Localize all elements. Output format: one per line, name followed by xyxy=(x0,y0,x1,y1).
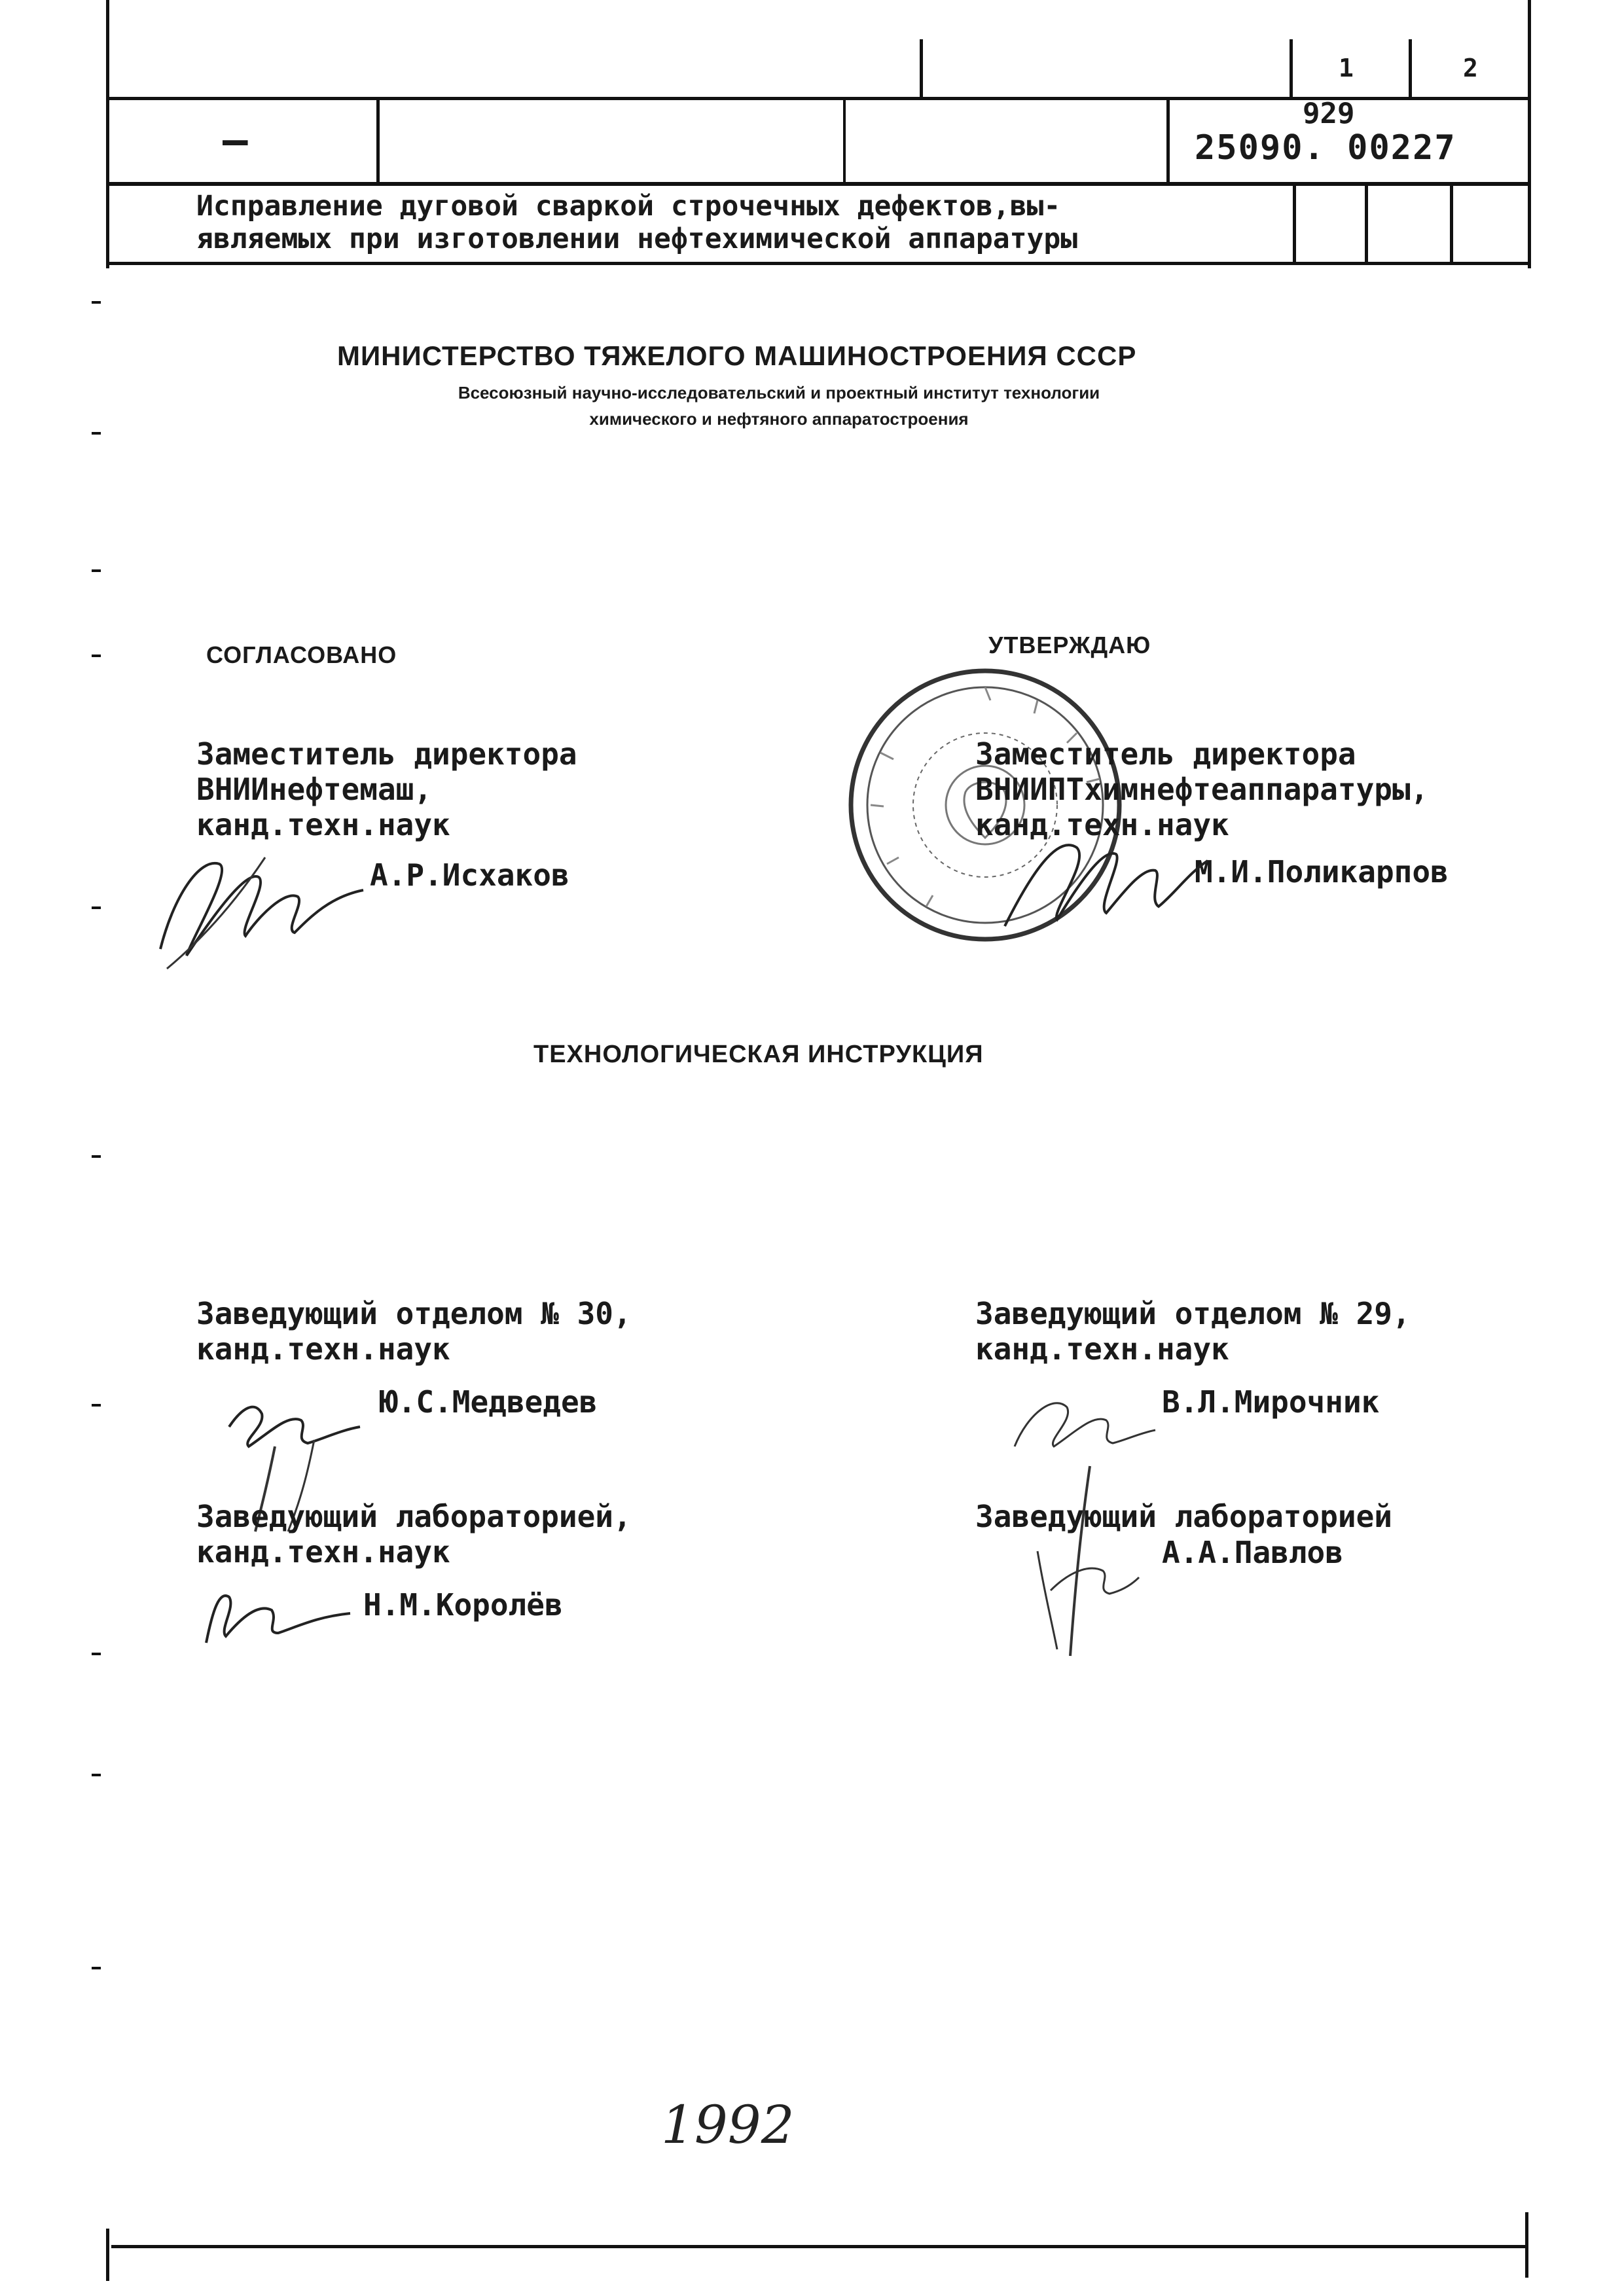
signatory-position: Заведующий лабораторией xyxy=(975,1499,1392,1534)
header-col-divider xyxy=(920,39,923,98)
frame-right-line xyxy=(1528,0,1531,268)
approved-heading: УТВЕРЖДАЮ xyxy=(988,632,1151,658)
document-title-line: Исправление дуговой сваркой строчечных дефектов,вы- xyxy=(196,190,1061,223)
agreed-organization: ВНИИнефтемаш, xyxy=(196,772,433,807)
margin-tick xyxy=(92,906,101,909)
header-col-divider xyxy=(843,97,846,183)
signatory-name: В.Л.Мирочник xyxy=(1162,1384,1380,1420)
institute-name xyxy=(242,380,1316,432)
margin-tick xyxy=(92,1774,101,1776)
margin-tick xyxy=(92,1653,101,1655)
bottom-frame-right xyxy=(1525,2212,1528,2278)
margin-tick xyxy=(92,1155,101,1158)
header-col-divider xyxy=(376,97,380,183)
agreed-heading: СОГЛАСОВАНО xyxy=(206,641,397,668)
agreed-position: Заместитель директора xyxy=(196,736,577,772)
signature-scribble-icon xyxy=(1011,1460,1142,1669)
approved-position: Заместитель директора xyxy=(975,736,1356,772)
signatory-name: Н.М.Королёв xyxy=(363,1587,563,1623)
signature-scribble-icon xyxy=(193,1571,357,1656)
frame-left-line xyxy=(106,0,109,268)
margin-tick xyxy=(92,301,101,304)
signatory-dept30 xyxy=(196,1296,632,1367)
signatory-degree: канд.техн.наук xyxy=(196,1534,450,1570)
signature-scribble-icon xyxy=(147,818,383,975)
margin-tick xyxy=(92,1967,101,1969)
header-col-divider xyxy=(1166,97,1170,183)
header-col-divider xyxy=(1290,39,1293,98)
document-title xyxy=(196,190,1077,255)
document-type: ТЕХНОЛОГИЧЕСКАЯ ИНСТРУКЦИЯ xyxy=(533,1041,984,1068)
margin-tick xyxy=(92,655,101,657)
document-code-top: 929 xyxy=(1303,97,1355,130)
signatory-dept29 xyxy=(975,1296,1411,1367)
approved-organization: ВНИИПТхимнефтеаппаратуры, xyxy=(975,772,1429,807)
bottom-frame-left xyxy=(106,2229,109,2281)
signatory-position: Заведующий лабораторией, xyxy=(196,1499,632,1534)
approved-name: М.И.Поликарпов xyxy=(1195,854,1449,889)
ministry-name: МИНИСТЕРСТВО ТЯЖЕЛОГО МАШИНОСТРОЕНИЯ СССР xyxy=(337,340,1137,371)
signatory-position: Заведующий отделом № 29, xyxy=(975,1296,1411,1331)
institute-line: Всесоюзный научно-исследовательский и проектный институт технологии xyxy=(458,383,1100,403)
signatory-position: Заведующий отделом № 30, xyxy=(196,1296,632,1331)
header-dash: — xyxy=(223,117,248,165)
signatory-lab-left xyxy=(196,1499,632,1570)
signatory-name: А.А.Павлов xyxy=(1162,1535,1343,1570)
document-code: 25090. 00227 xyxy=(1195,128,1456,168)
header-mid-line xyxy=(106,182,1531,186)
agreed-degree: канд.техн.наук xyxy=(196,807,450,842)
signature-scribble-icon xyxy=(1001,1374,1159,1466)
margin-tick xyxy=(92,432,101,435)
title-bottom-line xyxy=(106,262,1531,265)
corner-mark: 2 xyxy=(1463,54,1478,82)
signatory-degree: канд.техн.наук xyxy=(196,1331,450,1367)
signatory-name: Ю.С.Медведев xyxy=(380,1384,598,1420)
approved-degree: канд.техн.наук xyxy=(975,807,1229,842)
agreed-name: А.Р.Исхаков xyxy=(370,857,569,893)
margin-tick xyxy=(92,569,101,572)
header-col-divider xyxy=(1409,39,1412,98)
signature-scribble-icon xyxy=(992,808,1214,939)
document-title-line: являемых при изготовлении нефтехимической аппаратуры xyxy=(196,223,1078,255)
institute-line: химического и нефтяного аппаратостроения xyxy=(589,409,969,429)
title-box-divider xyxy=(1450,183,1453,263)
title-box-divider xyxy=(1293,183,1296,263)
corner-mark: 1 xyxy=(1339,54,1354,82)
title-box-divider xyxy=(1365,183,1368,263)
margin-tick xyxy=(92,1404,101,1407)
signatory-degree: канд.техн.наук xyxy=(975,1331,1229,1367)
document-year: 1992 xyxy=(661,2094,795,2155)
bottom-frame-line xyxy=(111,2245,1528,2248)
